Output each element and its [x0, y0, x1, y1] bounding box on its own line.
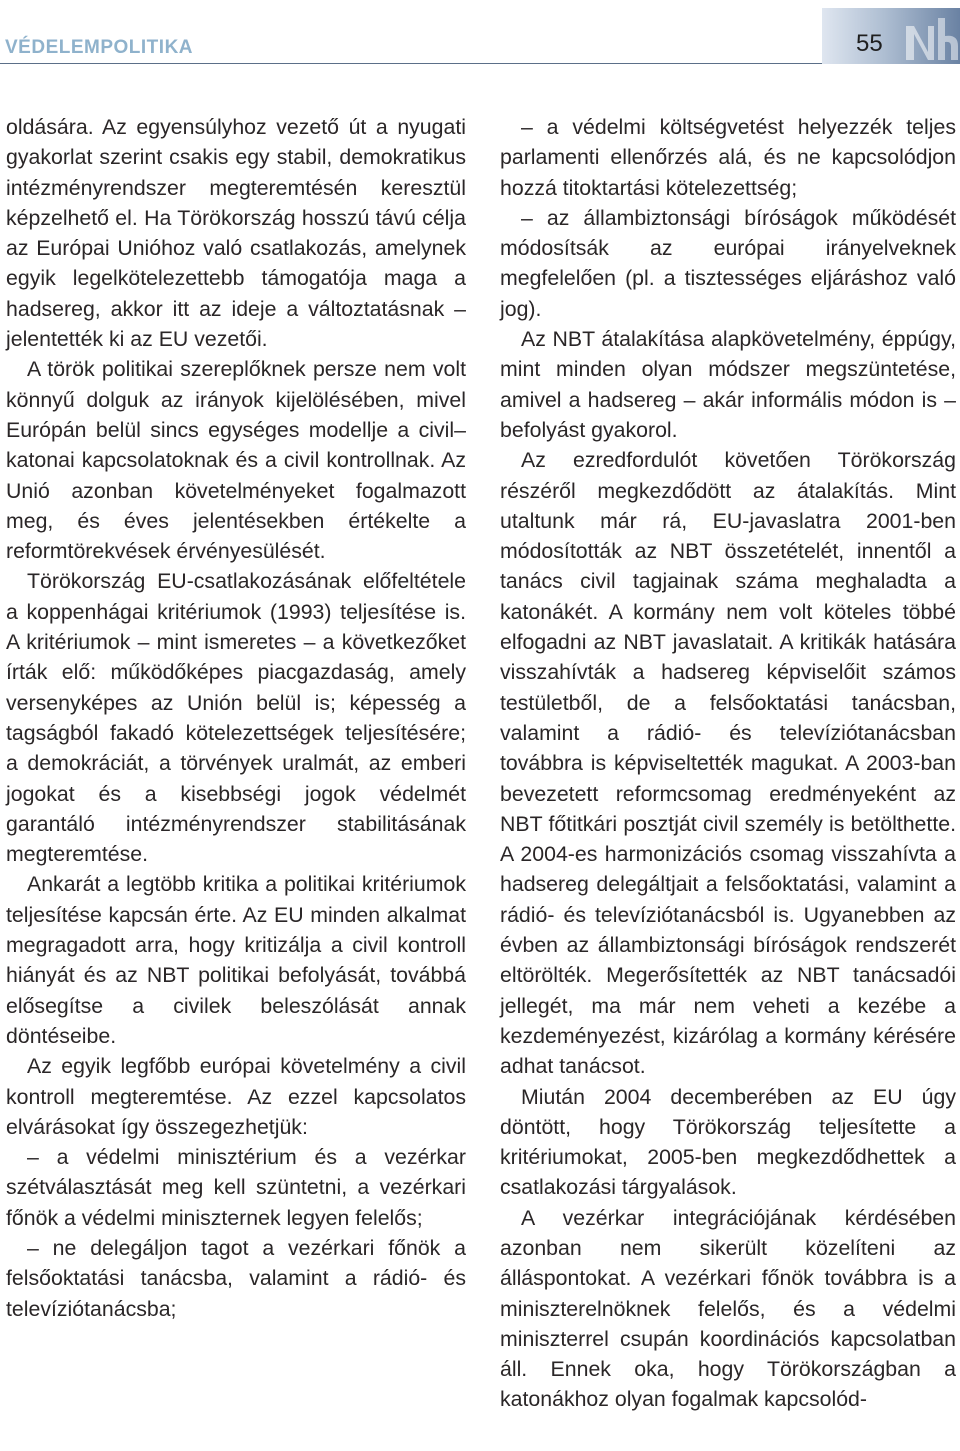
paragraph: oldására. Az egyensúlyhoz vezető út a nyugati gyakorlat szerint csakis egy stabil, demokratikus intézményrendszer megteremtésén keresztül képzelhető el. Ha Törökország hosszú távú célja az Európai Unióhoz való csatlakozás, amelynek egyik legelkötelezettebb támogatója maga a hadsereg, akkor itt az ideje a változtatásnak – jelentették ki az EU vezetői.: [6, 115, 466, 352]
paragraph: Az NBT átalakítása alapkövetelmény, éppúgy, mint minden olyan módszer megszüntetése, amivel a hadsereg – akár informális módon is – befolyást gyakorol.: [500, 327, 956, 442]
header-divider: [0, 63, 822, 64]
list-item: – a védelmi költségvetést helyezzék teljes parlamenti ellenőrzés alá, és ne kapcsolódjon hozzá titoktartási kötelezettség;: [500, 115, 956, 200]
page-header: [0, 0, 960, 66]
paragraph: Miután 2004 decemberében az EU úgy döntött, hogy Törökország teljesítette a kritériumokat, 2005-ben megkezdődhettek a csatlakozási tárgyalások.: [500, 1084, 956, 1200]
paragraph: Törökország EU-csatlakozásának előfeltétele a koppenhágai kritériumok (1993) teljesítése is. A kritériumok – mint ismeretes – a következőket írták elő: működőképes piacgazdaság, amely versenyképes az Unión belül is; képesség a tagságból fakadó kötelezettségek teljesítésére; a demokráciát, a törvények uralmát, az emberi jogokat és a kisebbségi jogok védelmét garantáló intézményrendszer stabilitásának megteremtése.: [6, 569, 466, 867]
nb-logo-icon: [900, 12, 960, 64]
left-text-column: [6, 112, 466, 1324]
right-text-column: [500, 112, 956, 1415]
paragraph: Ankarát a legtöbb kritika a politikai kritériumok teljesítése kapcsán érte. Az EU minden alkalmat megragadott arra, hogy kritizálja a civil kontroll hiányát és az NBT politikai befolyását, továbbá elősegítse a civilek beleszólását annak döntéseibe.: [6, 872, 466, 1048]
paragraph: A vezérkar integrációjának kérdésében azonban nem sikerült közelíteni az álláspontokat. A vezérkari főnök továbbra is a miniszterelnöknek felelős, és a védelmi miniszterrel csupán koordinációs kapcsolatban áll. Ennek oka, hogy Törökországban a katonákhoz olyan fogalmak kapcsolód-: [500, 1205, 956, 1412]
page-number-tab: [822, 8, 960, 64]
paragraph: A török politikai szereplőknek persze nem volt könnyű dolguk az irányok kijelölésében, mivel Európán belül sincs egységes modellje a civil–katonai kapcsolatoknak és a civil kontrollnak. Az Unió azonban követelményeket fogalmazott meg, és éves jelentésekben értékelte a reformtörekvések érvényesülését.: [6, 357, 466, 564]
list-item: – a védelmi minisztérium és a vezérkar szétválasztását meg kell szüntetni, a vezérkari főnök a védelmi miniszternek legyen felelős;: [6, 1145, 466, 1230]
page-number: 55: [856, 30, 883, 57]
list-item: – ne delegáljon tagot a vezérkari főnök a felsőoktatási tanácsba, valamint a rádió- és televíziótanácsba;: [6, 1235, 466, 1321]
section-title: VÉDELEMPOLITIKA: [5, 37, 194, 58]
list-item: – az állambiztonsági bíróságok működését módosítsák az európai irányelveknek megfelelően (pl. a tisztességes eljáráshoz való jog).: [500, 205, 956, 321]
paragraph: Az ezredfordulót követően Törökország részéről megkezdődött az átalakítás. Mint utaltunk már rá, EU-javaslatra 2001-ben módosították az NBT összetételét, innentől a tanács civil tagjainak száma meghaladta a katonákét. A kormány nem volt köteles többé elfogadni az NBT javaslatait. A kritikák hatására visszahívták a hadsereg képviselőit számos testületből, de a felsőoktatási tanácsban, valamint a rádió- és televíziótanácsban továbbra is képviseltették magukat. A 2003-ban bevezetett reformcsomag eredményeként az NBT főtitkári posztját civil személy is betölthette. A 2004-es harmonizációs csomag visszahívta a hadsereg delegáltjait a felsőoktatási, valamint a rádió- és televíziótanácsból is. Ugyanebben az évben az állambiztonsági bíróságok rendszerét eltörölték. Megerősítették az NBT tanácsadói jellegét, ma már nem veheti a kezébe a kezdeményezést, kizárólag a kormány kérésére adhat tanácsot.: [500, 448, 956, 1079]
paragraph: Az egyik legfőbb európai követelmény a civil kontroll megteremtése. Az ezzel kapcsolatos elvárásokat így összegezhetjük:: [6, 1054, 466, 1139]
